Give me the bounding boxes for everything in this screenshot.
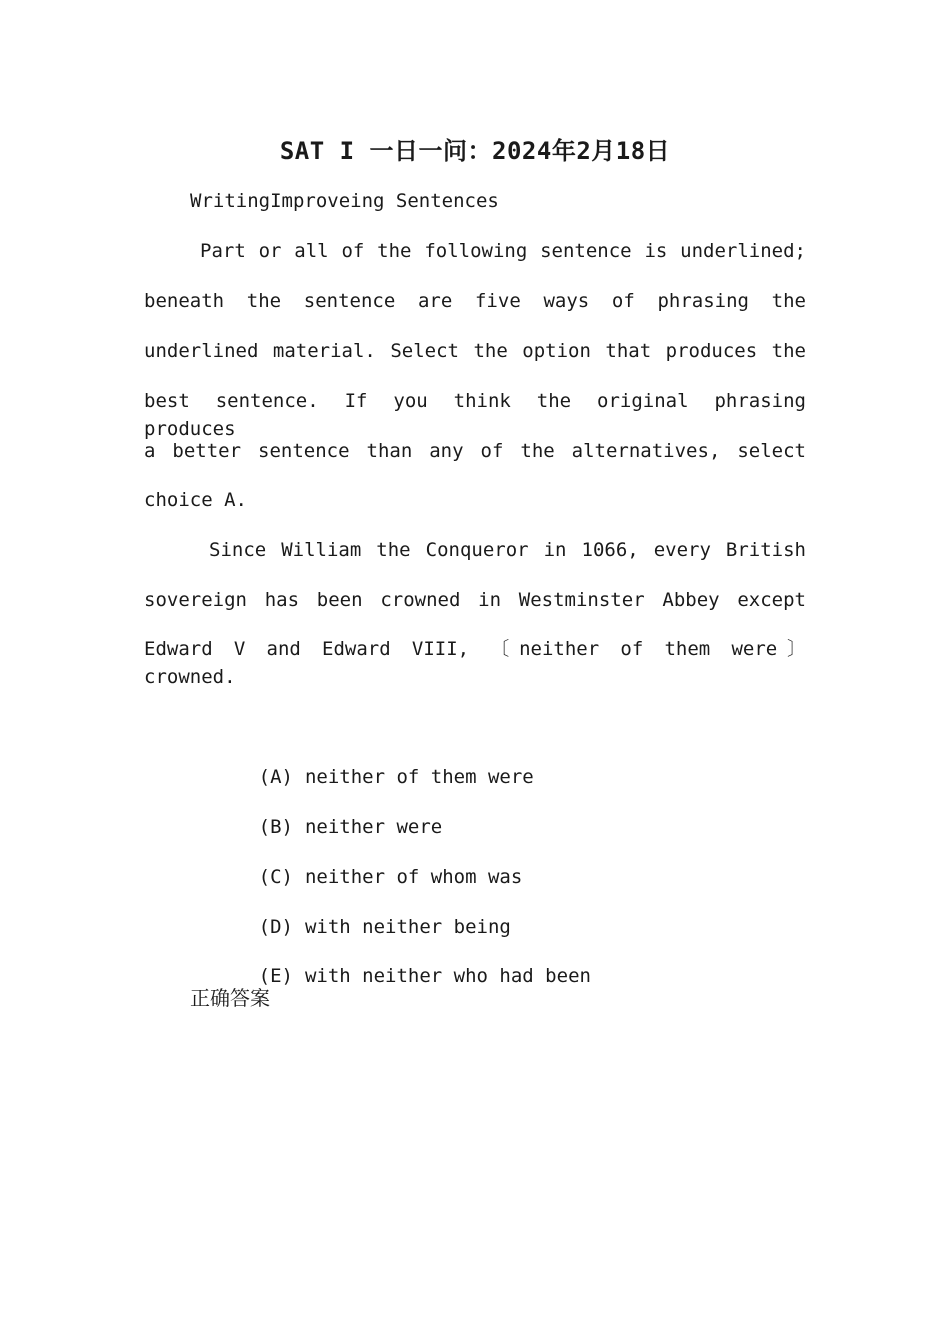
answer-label: 正确答案 (190, 986, 270, 1010)
section-heading: WritingImproveing Sentences (190, 190, 499, 212)
instructions-line: best sentence. If you think the original phrasing produces (144, 390, 806, 440)
option-letter: (A) (258, 766, 293, 788)
instructions-line: a better sentence than any of the alternatives, select (144, 440, 806, 462)
page-title: SAT I 一日一问：2024年2月18日 (279, 137, 671, 165)
instructions-line: Part or all of the following sentence is underlined; (200, 240, 806, 262)
question-line: sovereign has been crowned in Westminster Abbey except (144, 589, 806, 611)
option-letter: (B) (258, 816, 293, 838)
option-letter: (C) (258, 866, 293, 888)
option-text: with neither who had been (304, 965, 591, 987)
instructions-line: beneath the sentence are five ways of phrasing the (144, 290, 806, 312)
option-letter: (E) (258, 965, 293, 987)
option-letter: (D) (258, 916, 293, 938)
question-line: Since William the Conqueror in 1066, every British (209, 539, 806, 561)
question-line: Edward V and Edward VIII, 〔neither of them were〕 crowned. (144, 638, 806, 688)
instructions-line: choice A. (144, 489, 247, 511)
option-text: neither of whom was (304, 866, 523, 888)
option-text: neither were (304, 816, 443, 838)
option-text: with neither being (304, 916, 511, 938)
instructions-line: underlined material. Select the option that produces the (144, 340, 806, 362)
option-text: neither of them were (304, 766, 534, 788)
